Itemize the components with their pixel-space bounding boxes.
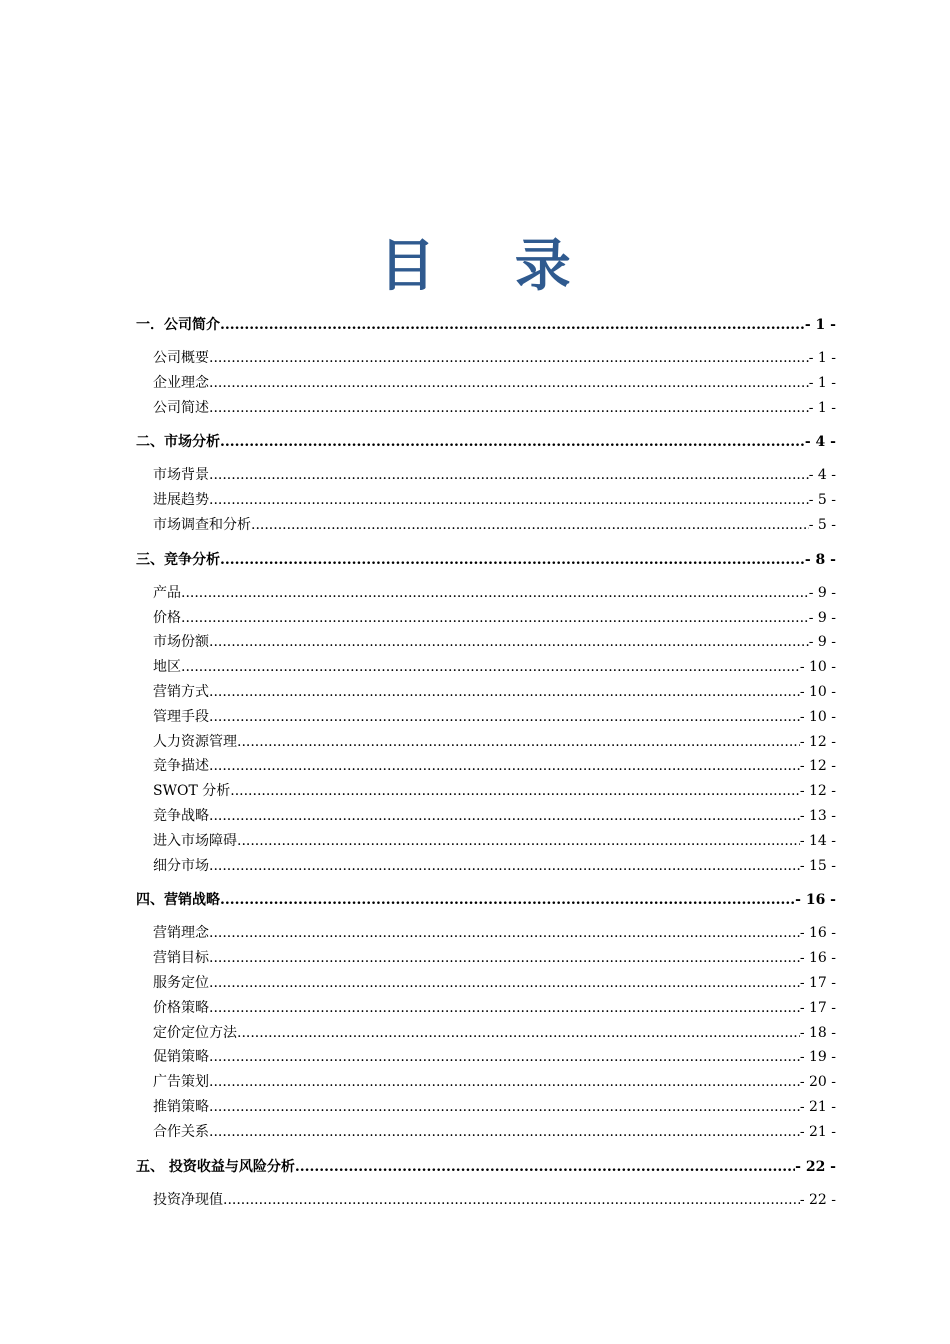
toc-item[interactable] [136,921,836,946]
toc-item[interactable] [136,946,836,971]
toc-section-label: 五、 投资收益与风险分析 [136,1158,295,1175]
dot-leader [220,547,805,573]
toc-section-label: 四、营销战略 [136,892,220,909]
dot-leader [209,371,809,396]
table-of-contents [136,312,836,1212]
toc-item-page-number: - 22 - [799,1191,836,1208]
toc-item-label: 竞争战略 [153,807,209,824]
toc-item-page-number: - 9 - [808,609,836,626]
toc-section[interactable] [136,429,836,455]
toc-item-label: 管理手段 [153,708,209,725]
toc-item-page-number: - 21 - [799,1098,836,1115]
toc-item[interactable] [136,513,836,538]
toc-item-label: 广告策划 [153,1074,209,1091]
dot-leader [181,606,809,631]
toc-item[interactable] [136,1188,836,1213]
toc-item[interactable] [136,1070,836,1095]
toc-item[interactable] [136,754,836,779]
toc-section-label: 三、竞争分析 [136,551,220,568]
toc-section[interactable] [136,1154,836,1180]
toc-item[interactable] [136,630,836,655]
toc-item-label: 公司概要 [153,350,209,366]
toc-section-page-number: - 16 - [795,892,836,909]
toc-item-label: 营销理念 [153,925,209,942]
toc-item-page-number: - 14 - [799,832,836,849]
toc-item[interactable] [136,730,836,755]
dot-leader [209,1120,800,1145]
toc-item[interactable] [136,971,836,996]
toc-item-page-number: - 18 - [799,1024,836,1041]
dot-leader [209,1070,800,1095]
toc-item-page-number: - 12 - [799,783,836,800]
toc-item-label: 竞争描述 [153,758,209,775]
toc-item-label: 市场份额 [153,634,209,651]
toc-section-page-number: - 8 - [804,551,836,568]
toc-item-label: 进入市场障碍 [153,832,237,849]
toc-section[interactable] [136,312,836,338]
dot-leader [209,1045,800,1070]
toc-item-page-number: - 16 - [799,925,836,942]
dot-leader [209,630,809,655]
toc-section-page-number: - 1 - [804,317,836,333]
toc-item-page-number: - 20 - [799,1074,836,1091]
dot-leader [209,971,800,996]
toc-item-page-number: - 17 - [799,999,836,1016]
dot-leader [295,1154,795,1180]
dot-leader [209,1095,800,1120]
toc-item-label: 市场背景 [153,467,209,484]
toc-item[interactable] [136,488,836,513]
toc-item-page-number: - 9 - [808,584,836,601]
dot-leader [237,829,800,854]
toc-item-page-number: - 1 - [808,399,836,416]
toc-item-label: 人力资源管理 [153,733,237,750]
toc-item[interactable] [136,829,836,854]
toc-item-label: 营销目标 [153,950,209,967]
dot-leader [181,581,809,606]
toc-item[interactable] [136,1095,836,1120]
dot-leader [209,488,809,513]
toc-item-label: 地区 [153,659,181,676]
toc-item[interactable] [136,581,836,606]
toc-item-label: 定价定位方法 [153,1024,237,1041]
dot-leader [209,754,800,779]
toc-item-page-number: - 19 - [799,1049,836,1066]
toc-item-label: 价格 [153,609,181,626]
toc-item[interactable] [136,854,836,879]
toc-item-label: 细分市场 [153,857,209,874]
toc-item-label: 推销策略 [153,1098,209,1115]
toc-item-page-number: - 12 - [799,758,836,775]
toc-item-label: 市场调查和分析 [153,516,251,533]
toc-item[interactable] [136,346,836,371]
toc-item[interactable] [136,371,836,396]
dot-leader [223,1188,800,1213]
toc-section-page-number: - 4 - [804,434,836,451]
toc-item-label: 服务定位 [153,974,209,991]
dot-leader [209,680,800,705]
toc-item-page-number: - 13 - [799,807,836,824]
toc-item[interactable] [136,463,836,488]
toc-item[interactable] [136,779,836,804]
toc-item-page-number: - 1 - [808,374,836,391]
toc-item-label: 价格策略 [153,999,209,1016]
toc-item[interactable] [136,606,836,631]
toc-item-label: 进展趋势 [153,492,209,509]
toc-section-label: 一．公司简介 [136,317,220,333]
toc-item-page-number: - 17 - [799,974,836,991]
dot-leader [220,429,805,455]
page-title: 目 录 [379,233,601,299]
toc-item[interactable] [136,396,836,421]
toc-section[interactable] [136,887,836,913]
toc-section[interactable] [136,547,836,573]
toc-item-page-number: - 4 - [808,467,836,484]
toc-item[interactable] [136,1045,836,1070]
toc-item-label: 投资净现值 [153,1191,223,1208]
dot-leader [237,730,800,755]
dot-leader [237,1021,800,1046]
toc-section-label: 二、市场分析 [136,434,220,451]
toc-item-label: 企业理念 [153,374,209,391]
toc-item[interactable] [136,655,836,680]
dot-leader [230,779,800,804]
toc-item-page-number: - 1 - [808,350,836,366]
toc-item-page-number: - 12 - [799,733,836,750]
dot-leader [209,921,800,946]
toc-item[interactable] [136,705,836,730]
toc-item-page-number: - 10 - [799,708,836,725]
toc-item-label: 促销策略 [153,1049,209,1066]
dot-leader [209,996,800,1021]
toc-item-label: 公司简述 [153,399,209,416]
toc-item-page-number: - 9 - [808,634,836,651]
toc-item[interactable] [136,1120,836,1145]
toc-item-page-number: - 10 - [799,659,836,676]
dot-leader [209,804,800,829]
toc-item-page-number: - 5 - [808,516,836,533]
toc-item-label: 合作关系 [153,1123,209,1140]
toc-item-page-number: - 21 - [799,1123,836,1140]
toc-item-label: 营销方式 [153,683,209,700]
toc-item-page-number: - 5 - [808,492,836,509]
toc-section-page-number: - 22 - [795,1158,836,1175]
toc-item-label: 产品 [153,584,181,601]
toc-item-label: SWOT 分析 [153,783,231,800]
dot-leader [209,346,809,371]
toc-item-page-number: - 10 - [799,683,836,700]
dot-leader [209,705,800,730]
dot-leader [209,946,800,971]
toc-item[interactable] [136,1021,836,1046]
toc-item-page-number: - 15 - [799,857,836,874]
toc-item[interactable] [136,804,836,829]
dot-leader [181,655,800,680]
dot-leader [209,463,809,488]
dot-leader [209,854,800,879]
dot-leader [209,396,809,421]
dot-leader [251,513,809,538]
toc-item-page-number: - 16 - [799,950,836,967]
toc-item[interactable] [136,680,836,705]
dot-leader [220,312,805,338]
dot-leader [220,887,795,913]
toc-item[interactable] [136,996,836,1021]
